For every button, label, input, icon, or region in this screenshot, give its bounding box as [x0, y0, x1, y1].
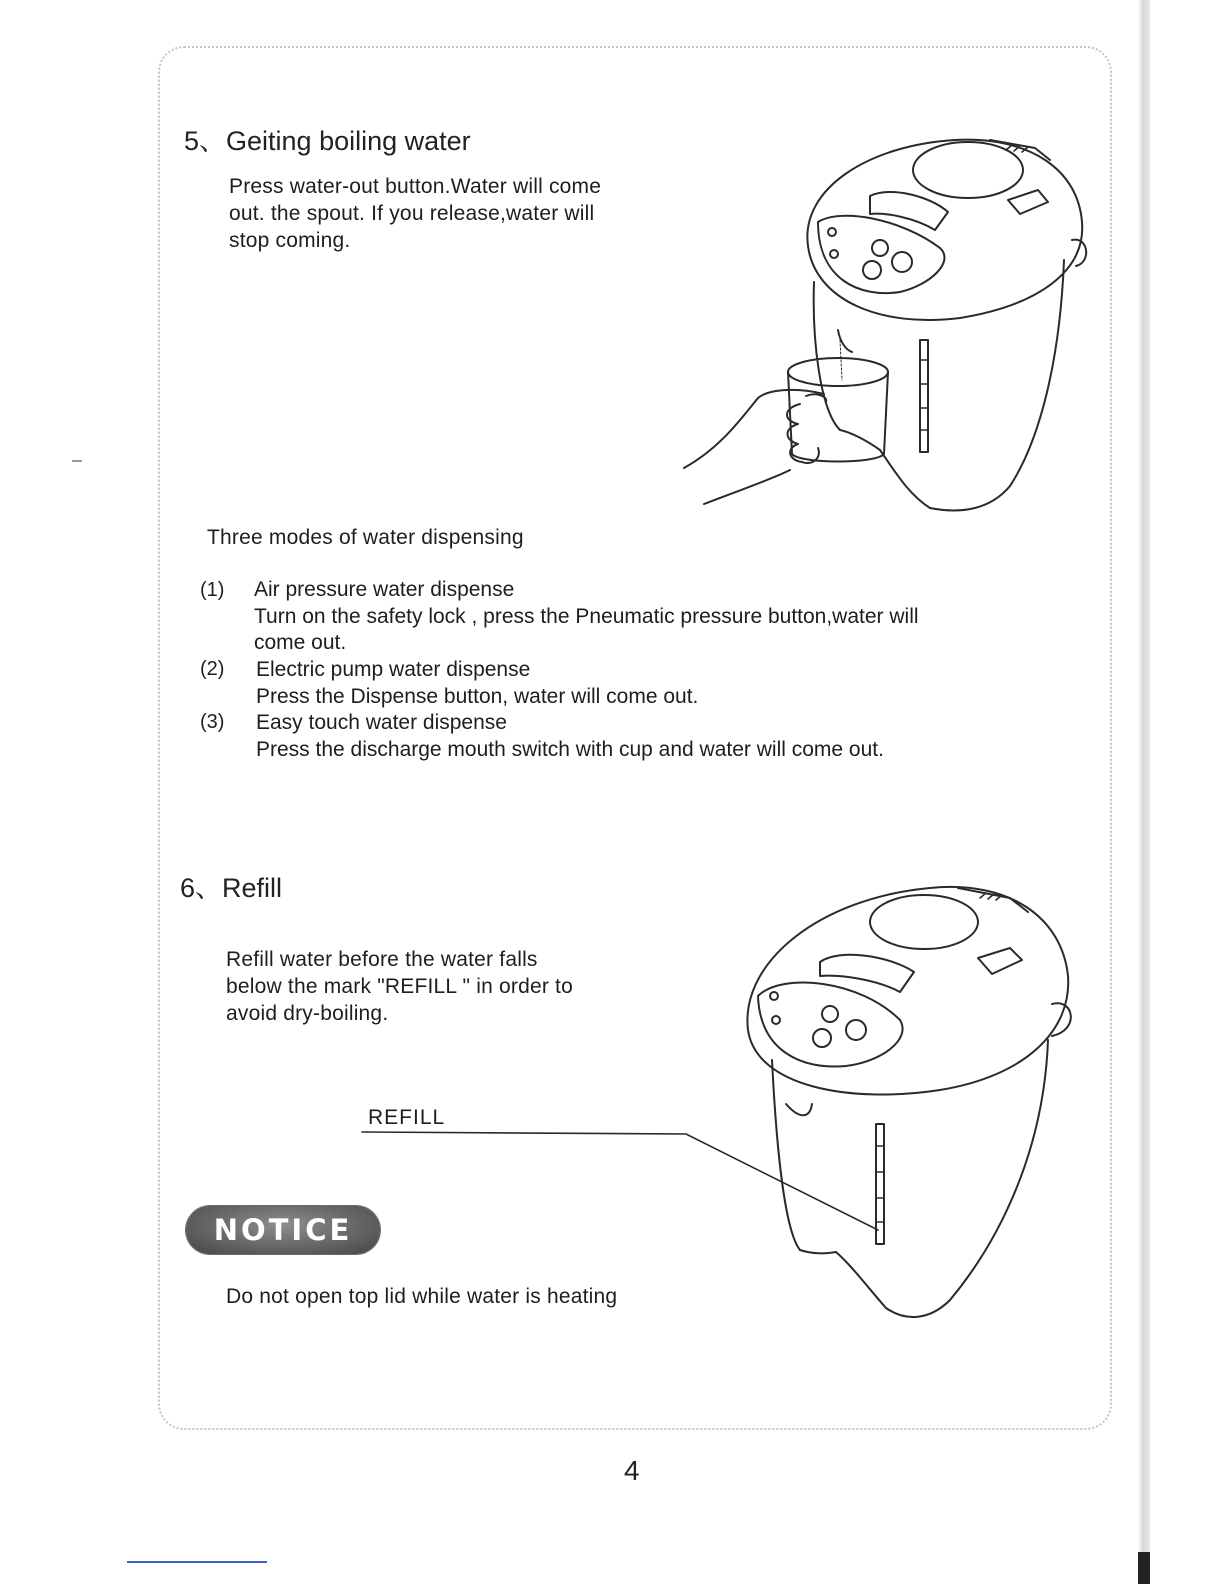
mode-2-title: Electric pump water dispense	[256, 658, 531, 681]
section-5-line: out. the spout. If you release,water will	[229, 202, 595, 225]
section-6-line: below the mark "REFILL " in order to	[226, 975, 573, 998]
mode-1-desc: Turn on the safety lock , press the Pneumatic pressure button,water will	[254, 604, 919, 628]
mode-1-desc: come out.	[254, 631, 347, 654]
section-6-heading: 6、Refill	[180, 873, 283, 903]
mode-2-desc: Press the Dispense button, water will come out.	[256, 684, 699, 708]
mode-3-desc: Press the discharge mouth switch with cup and water will come out.	[256, 737, 884, 761]
mode-1-title: Air pressure water dispense	[254, 578, 515, 601]
modes-title: Three modes of water dispensing	[207, 526, 524, 549]
notice-badge: NOTICE	[186, 1206, 380, 1254]
notice-text: Do not open top lid while water is heating	[226, 1285, 618, 1308]
hot-water-pot-dispensing-icon	[684, 140, 1086, 511]
section-5-heading: 5、Geiting boiling water	[184, 126, 471, 156]
hot-water-pot-refill-icon	[362, 887, 1071, 1317]
section-6-line: Refill water before the water falls	[226, 948, 538, 971]
section-6-line: avoid dry-boiling.	[226, 1002, 389, 1025]
mode-2-number: (2)	[200, 658, 225, 680]
section-5-line: Press water-out button.Water will come	[229, 175, 602, 198]
mode-3-number: (3)	[200, 711, 225, 733]
mode-3-title: Easy touch water dispense	[256, 711, 507, 734]
section-5-line: stop coming.	[229, 229, 351, 252]
refill-label: REFILL	[368, 1106, 446, 1129]
page-number: 4	[624, 1455, 640, 1486]
mode-1-number: (1)	[200, 579, 225, 601]
